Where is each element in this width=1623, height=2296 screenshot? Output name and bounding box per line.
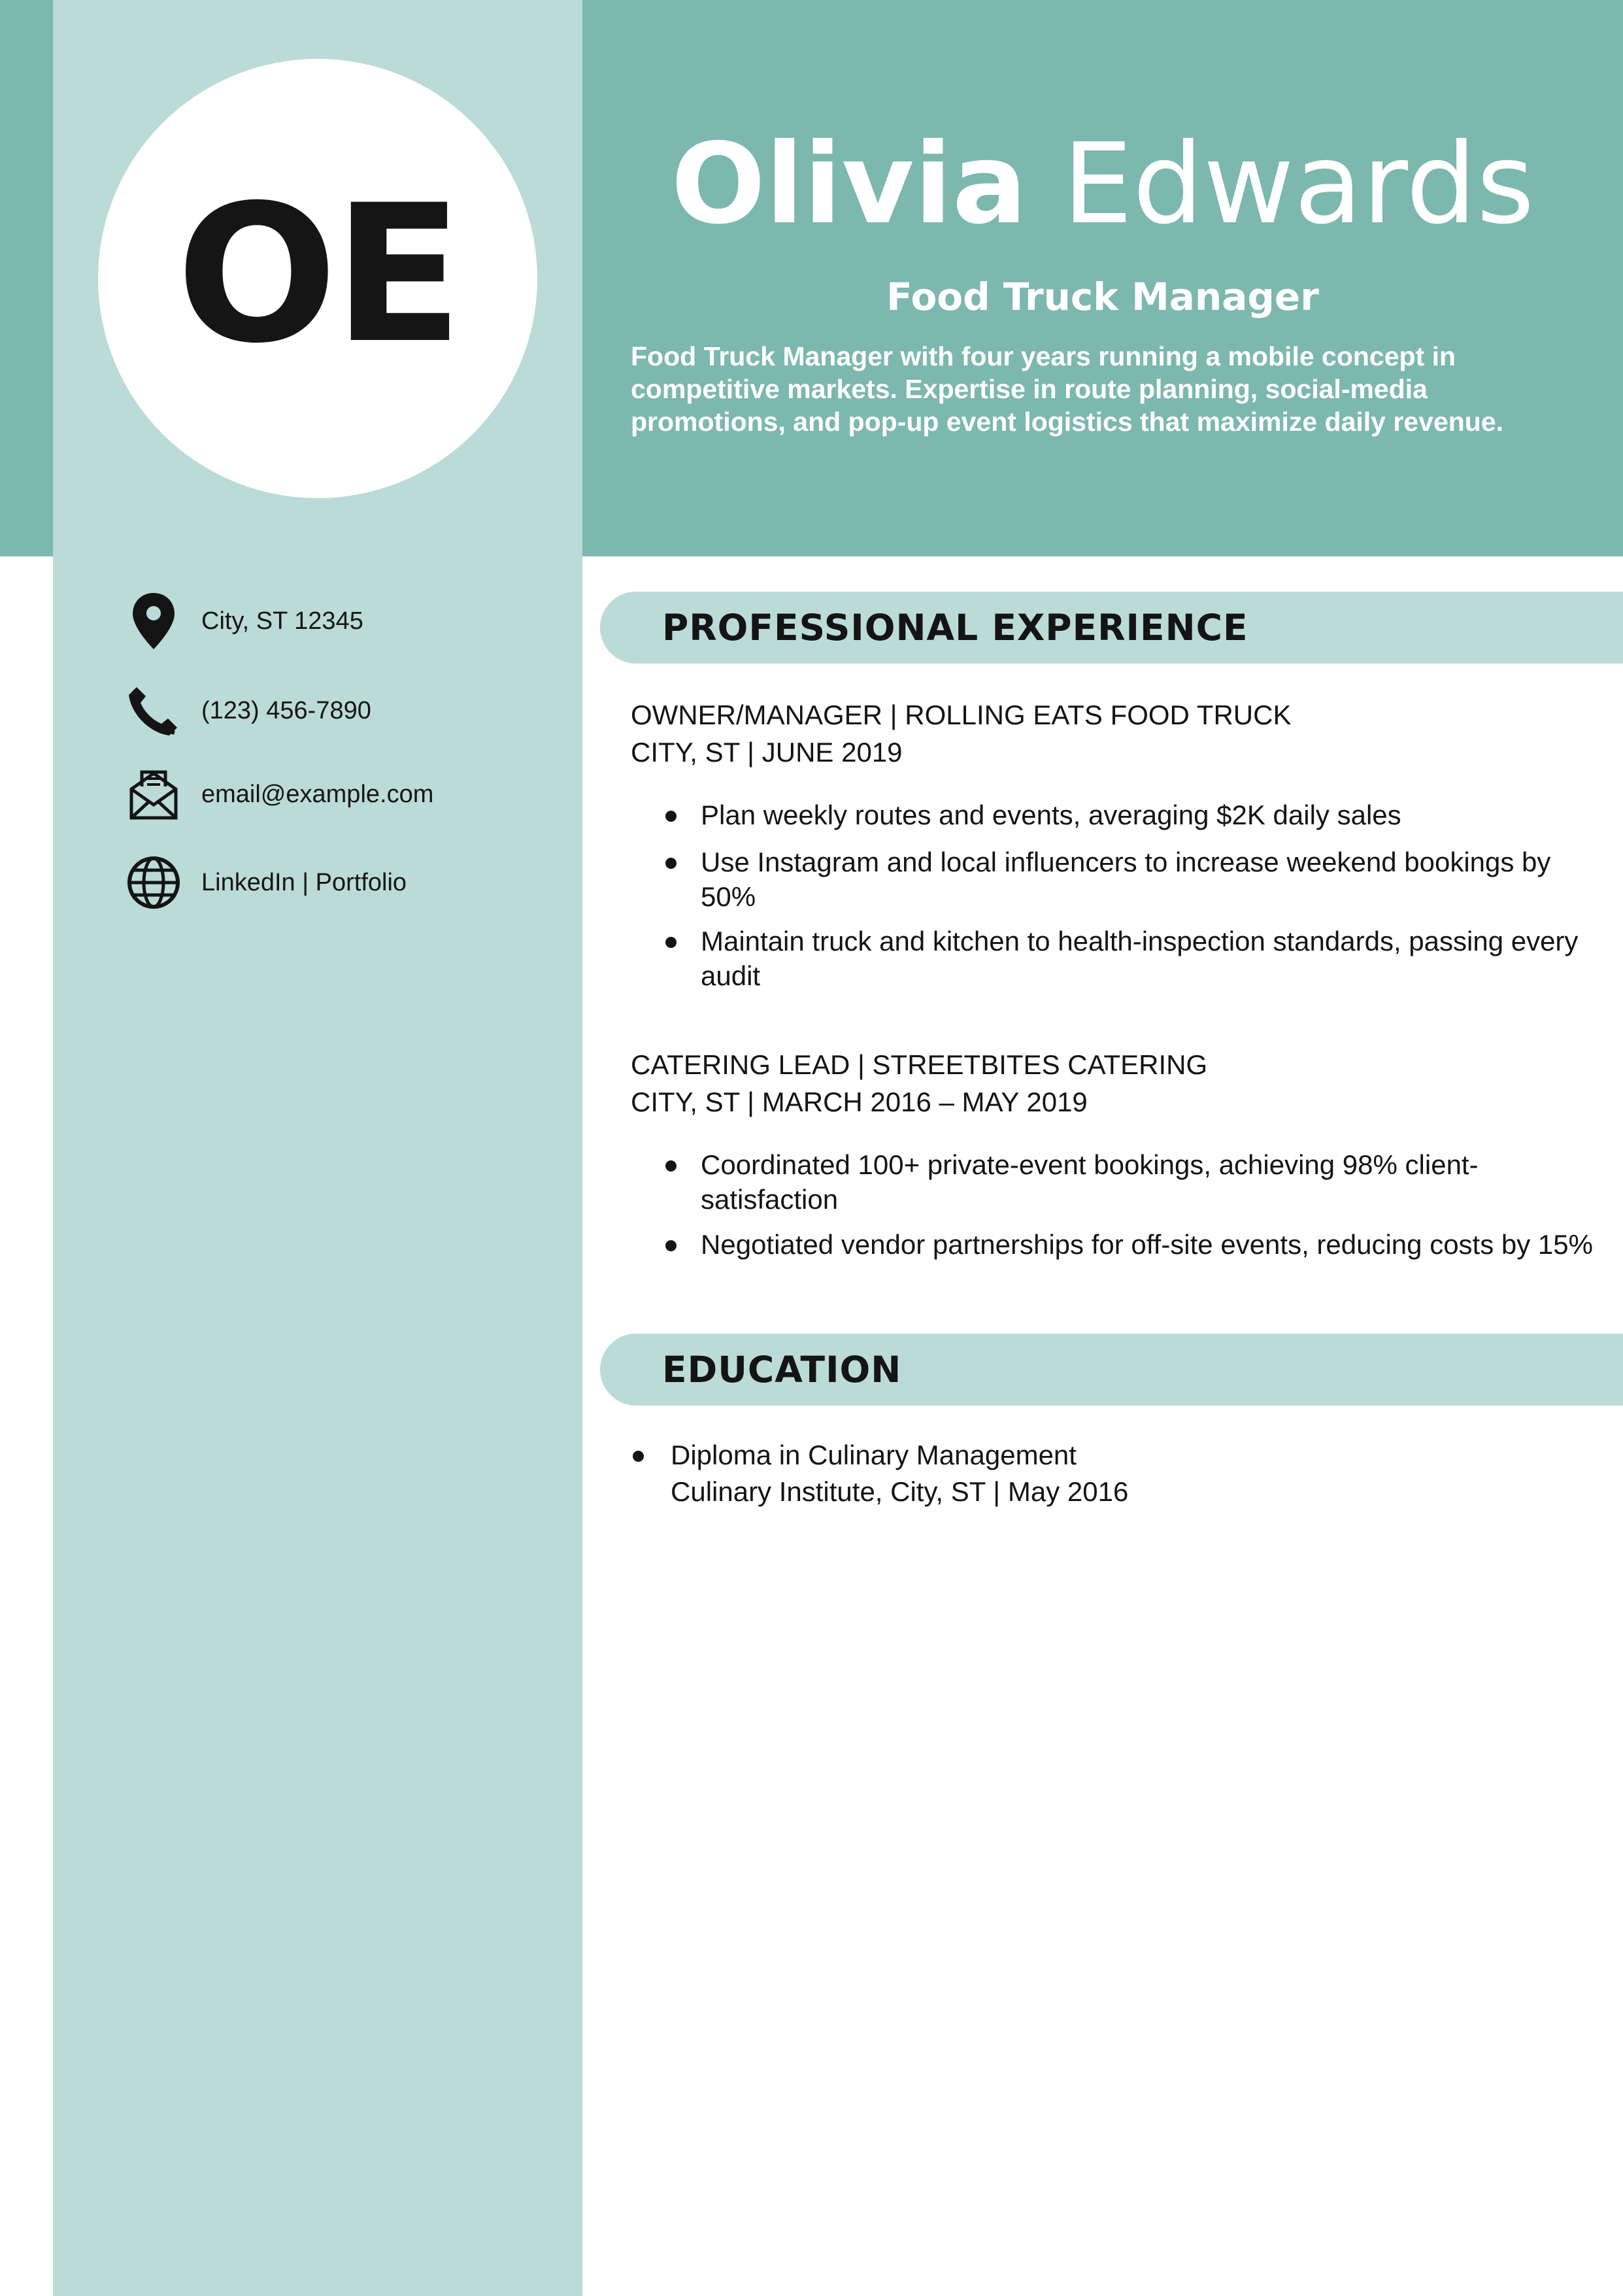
web-links-text[interactable]: LinkedIn | Portfolio (201, 868, 407, 896)
education-entry (671, 1437, 1128, 1510)
job-1-meta: CITY, ST | JUNE 2019 (631, 737, 903, 768)
education-section-header (600, 1334, 1623, 1406)
monogram-initials: OE (176, 165, 460, 385)
job-1-role: OWNER/MANAGER | ROLLING EATS FOOD TRUCK (631, 700, 1292, 730)
contact-phone (124, 681, 371, 740)
profile-summary: Food Truck Manager with four years running a mobile concept in competitive markets. Expertise in route planning, social-media promotions, and pop-up event logistics that maximize daily revenue. (631, 341, 1504, 437)
experience-heading: PROFESSIONAL EXPERIENCE (662, 607, 1248, 649)
job-title: Food Truck Manager (886, 275, 1319, 319)
job-2-meta: CITY, ST | MARCH 2016 – MAY 2019 (631, 1087, 1088, 1117)
contact-web (124, 853, 407, 912)
job-2-bullet: Negotiated vendor partnerships for off-site events, reducing costs by 15% (701, 1227, 1609, 1262)
phone-icon (124, 681, 183, 740)
job-2-role: CATERING LEAD | STREETBITES CATERING (631, 1049, 1208, 1080)
location-text: City, ST 12345 (201, 607, 363, 635)
degree: Diploma in Culinary Management (671, 1440, 1077, 1470)
last-name: Edwards (1062, 120, 1535, 249)
globe-icon (124, 853, 183, 912)
job-1-bullet: Maintain truck and kitchen to health-inspection standards, passing every audit (701, 924, 1609, 993)
first-name: Olivia (671, 120, 1028, 249)
contact-email (124, 765, 433, 824)
contact-location (124, 592, 363, 650)
experience-section-header (600, 592, 1623, 664)
candidate-name (582, 118, 1623, 251)
job-1-bullet: Plan weekly routes and events, averaging $2K daily sales (701, 798, 1609, 832)
email-text[interactable]: email@example.com (201, 780, 434, 808)
education-heading: EDUCATION (662, 1349, 902, 1391)
location-pin-icon (124, 592, 183, 650)
school-detail: Culinary Institute, City, ST | May 2016 (671, 1476, 1129, 1507)
phone-text[interactable]: (123) 456-7890 (201, 696, 371, 724)
envelope-icon (124, 765, 183, 824)
job-1-bullet: Use Instagram and local influencers to increase weekend bookings by 50% (701, 845, 1609, 914)
job-2-bullet: Coordinated 100+ private-event bookings, achieving 98% client-satisfaction (701, 1147, 1609, 1217)
monogram-badge (98, 59, 537, 498)
